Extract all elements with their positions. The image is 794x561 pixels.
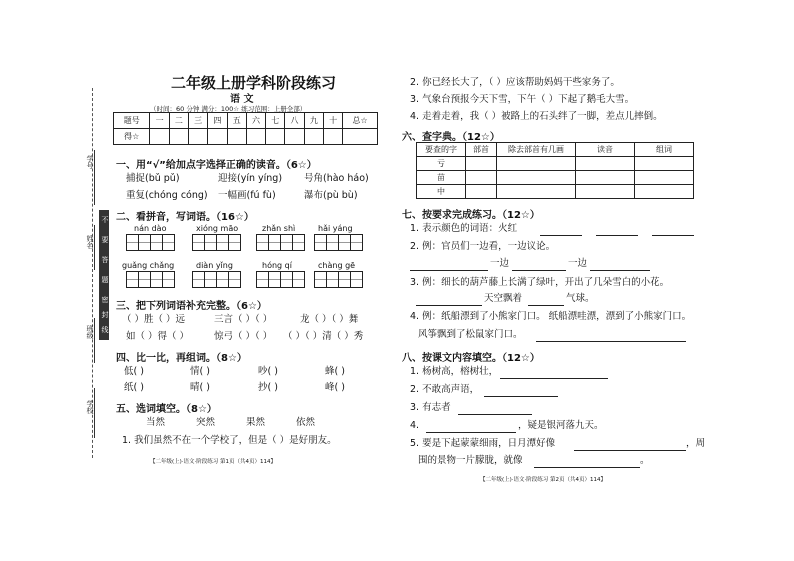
binding-char: 密: [101, 296, 109, 303]
pinyin-label: diàn yǐng: [196, 261, 233, 270]
dict-input-cell[interactable]: [576, 171, 635, 185]
s3-item: 惊弓（ ）（ ）: [214, 331, 273, 342]
s4-item: 峰( ): [325, 382, 345, 393]
dict-header: 组词: [635, 143, 694, 157]
dictionary-table: [416, 142, 694, 199]
score-cell: 总☆: [343, 113, 378, 129]
writing-grid[interactable]: [192, 234, 240, 251]
dict-char: 中: [417, 185, 466, 199]
section-6-title: 六、查字典。（12☆）: [402, 132, 500, 143]
s7-question: 3. 例：细长的葫芦藤上长满了绿叶，开出了几朵雪白的小花。: [410, 277, 670, 288]
s1-item: 号角(hào háo): [304, 173, 369, 184]
s4-item: 抄( ): [258, 382, 278, 393]
dict-input-cell[interactable]: [466, 185, 497, 199]
s5-question: 4. 走着走着，我（ ）被路上的石头绊了一脚，差点儿摔倒。: [410, 111, 663, 122]
dict-header: 部首: [466, 143, 497, 157]
score-cell: 五: [227, 113, 246, 129]
score-cell: 一: [150, 113, 169, 129]
s4-item: 纸( ): [124, 382, 144, 393]
pinyin-label: xióng māo: [196, 224, 239, 233]
score-input-cell[interactable]: [285, 129, 304, 145]
s7-text: 一边: [568, 258, 588, 269]
binding-field-line: [94, 225, 95, 270]
answer-line[interactable]: [574, 450, 686, 451]
score-input-cell[interactable]: [323, 129, 342, 145]
s7-text: 天空飘着: [484, 293, 523, 304]
s1-item: 捕捉(bǔ pǔ): [126, 173, 180, 184]
answer-line[interactable]: [484, 396, 558, 397]
binding-char: 要: [101, 236, 109, 243]
s8-question: 1. 杨树高，榕树壮，: [410, 366, 499, 377]
section-3-title: 三、把下列词语补充完整。（6☆）: [116, 301, 267, 312]
s1-item: 瀑布(pù bù): [304, 190, 358, 201]
dictionary-row: [417, 157, 694, 171]
binding-field-line: [94, 388, 95, 438]
score-input-cell[interactable]: [266, 129, 285, 145]
score-input-cell[interactable]: [246, 129, 265, 145]
page-footer-left: 【二年级(上)·语文·阶段练习 第1页（共4页）114】: [150, 459, 277, 465]
binding-field-line: [94, 150, 95, 205]
dict-input-cell[interactable]: [466, 171, 497, 185]
s5-question: 1. 我们虽然不在一个学校了，但是（ ）是好朋友。: [122, 435, 337, 446]
answer-line[interactable]: [426, 432, 516, 433]
binding-char: 不: [101, 216, 109, 223]
page-title: 二年级上册学科阶段练习: [171, 74, 337, 92]
answer-line[interactable]: [596, 235, 638, 236]
section-4-title: 四、比一比，再组词。（8☆）: [116, 353, 247, 364]
binding-label-banji: 班级: [86, 325, 94, 339]
binding-label-xuexiao: 学校: [86, 400, 94, 414]
score-input-cell[interactable]: [150, 129, 169, 145]
s5-word: 当然: [146, 417, 166, 428]
s8-question: 2. 不敢高声语，: [410, 384, 480, 395]
s1-item: 重复(chóng cóng): [126, 190, 208, 201]
binding-char: 线: [101, 326, 109, 333]
score-cell: 十: [323, 113, 342, 129]
section-1-title: 一、用“√”给加点字选择正确的读音。（6☆）: [116, 160, 317, 171]
s4-item: 低( ): [124, 366, 144, 377]
subject-title: 语 文: [230, 94, 254, 105]
pinyin-label: nán dào: [134, 224, 167, 233]
score-cell: 八: [285, 113, 304, 129]
answer-line[interactable]: [652, 235, 694, 236]
s5-question: 2. 你已经长大了，（ ）应该帮助妈妈干些家务了。: [410, 77, 620, 88]
answer-line[interactable]: [512, 270, 566, 271]
dict-char: 苗: [417, 171, 466, 185]
s8-text: 围的景物一片朦胧，就像: [418, 455, 523, 466]
score-cell: 六: [246, 113, 265, 129]
answer-line[interactable]: [416, 305, 482, 306]
score-cell: 三: [188, 113, 207, 129]
s4-item: 吵( ): [258, 366, 278, 377]
s4-item: 蜂( ): [325, 366, 345, 377]
s7-text: 一边: [490, 258, 510, 269]
binding-char: 题: [101, 276, 109, 283]
writing-grid[interactable]: [126, 234, 174, 251]
s8-question: 5. 要是下起蒙蒙细雨，日月潭好像: [410, 438, 556, 449]
writing-grid[interactable]: [126, 271, 174, 288]
binding-char: 封: [101, 311, 109, 318]
pinyin-label: hǎi yáng: [318, 224, 353, 233]
dict-input-cell[interactable]: [466, 157, 497, 171]
s8-question: 3. 有志者: [410, 402, 451, 413]
dictionary-header-row: [417, 143, 694, 157]
exam-meta: （时间：60 分钟 满分：100☆ 练习范围：上册全部）: [150, 105, 307, 113]
answer-line[interactable]: [458, 414, 532, 415]
answer-line[interactable]: [536, 341, 686, 342]
dictionary-row: [417, 185, 694, 199]
s7-text: 风筝飘到了松鼠家门口。: [418, 329, 523, 340]
pinyin-label: zhǎn shì: [262, 224, 296, 233]
score-input-cell[interactable]: [227, 129, 246, 145]
dict-header: 读音: [576, 143, 635, 157]
score-table-score-row: [114, 129, 378, 145]
s8-question: 4.: [410, 420, 420, 431]
score-input-cell[interactable]: [188, 129, 207, 145]
pinyin-label: hóng qí: [262, 261, 292, 270]
s7-question: 4. 例：纸船漂到了小熊家门口。 纸船漂哇漂，漂到了小熊家门口。: [410, 311, 692, 322]
dict-input-cell[interactable]: [576, 185, 635, 199]
s7-question: 2. 例：官员们一边看，一边议论。: [410, 241, 556, 252]
s5-question: 3. 气象台预报今天下雪，下午（ ）下起了鹅毛大雪。: [410, 94, 635, 105]
section-5-title: 五、选词填空。（8☆）: [116, 404, 217, 415]
score-input-cell[interactable]: [304, 129, 323, 145]
s3-item: （ ）胜（ ）远: [122, 314, 186, 325]
answer-line[interactable]: [534, 467, 640, 468]
binding-note-bar: [99, 210, 109, 340]
answer-line[interactable]: [528, 305, 564, 306]
dict-input-cell[interactable]: [635, 171, 694, 185]
dict-input-cell[interactable]: [497, 185, 576, 199]
binding-field-line: [94, 318, 95, 363]
s1-item: 迎接(yín yíng): [218, 173, 283, 184]
binding-char: 答: [101, 256, 109, 263]
score-cell: 四: [208, 113, 227, 129]
dict-input-cell[interactable]: [497, 157, 576, 171]
s5-word: 依然: [296, 417, 316, 428]
s3-item: 三言（ ）（ ）: [214, 314, 273, 325]
answer-line[interactable]: [540, 235, 582, 236]
s8-text: ，周: [686, 438, 706, 449]
score-table: [113, 112, 378, 145]
pinyin-label: guǎng chǎng: [122, 261, 175, 270]
s3-item: 如（ ）得（ ）: [126, 331, 190, 342]
score-cell: 九: [304, 113, 323, 129]
s1-item: 一幅画(fú fù): [218, 190, 276, 201]
dict-input-cell[interactable]: [635, 185, 694, 199]
writing-grid[interactable]: [314, 271, 362, 288]
section-7-title: 七、按要求完成练习。（12☆）: [402, 210, 540, 221]
s3-item: （ ）（ ）清（ ）秀: [283, 331, 364, 342]
dict-input-cell[interactable]: [635, 157, 694, 171]
s5-word: 突然: [196, 417, 216, 428]
pinyin-label: chàng gē: [318, 261, 356, 270]
writing-grid[interactable]: [256, 234, 304, 251]
dictionary-row: [417, 171, 694, 185]
writing-grid[interactable]: [192, 271, 240, 288]
dict-input-cell[interactable]: [576, 157, 635, 171]
score-cell: 题号: [114, 113, 150, 129]
s8-text: 。: [640, 455, 650, 466]
dict-input-cell[interactable]: [497, 171, 576, 185]
score-input-cell[interactable]: [169, 129, 188, 145]
s7-text: 气球。: [566, 293, 595, 304]
dict-header: 除去部首有几画: [497, 143, 576, 157]
s4-item: 晴( ): [190, 382, 210, 393]
writing-grid[interactable]: [314, 234, 362, 251]
binding-label-xingming: 姓名: [86, 235, 94, 249]
binding-label-xuehao: 学号: [86, 155, 94, 169]
score-table-header-row: [114, 113, 378, 129]
answer-line[interactable]: [590, 270, 650, 271]
score-cell: 七: [266, 113, 285, 129]
section-2-title: 二、看拼音，写词语。（16☆）: [116, 212, 254, 223]
score-input-cell[interactable]: [208, 129, 227, 145]
s7-question: 1. 表示颜色的词语：火红: [410, 223, 518, 234]
s8-text: ，疑是银河落九天。: [518, 420, 604, 431]
page-footer-right: 【二年级(上)·语文·阶段练习 第2页（共4页）114】: [480, 477, 607, 483]
s3-item: 龙（ ）（ ）舞: [300, 314, 359, 325]
score-input-cell[interactable]: [343, 129, 378, 145]
dict-header: 要查的字: [417, 143, 466, 157]
score-cell: 二: [169, 113, 188, 129]
s4-item: 情( ): [190, 366, 210, 377]
dict-char: 亏: [417, 157, 466, 171]
writing-grid[interactable]: [256, 271, 304, 288]
score-cell: 得☆: [114, 129, 150, 145]
section-8-title: 八、按课文内容填空。（12☆）: [402, 353, 540, 364]
answer-line[interactable]: [410, 270, 488, 271]
s5-word: 果然: [246, 417, 266, 428]
answer-line[interactable]: [500, 378, 608, 379]
